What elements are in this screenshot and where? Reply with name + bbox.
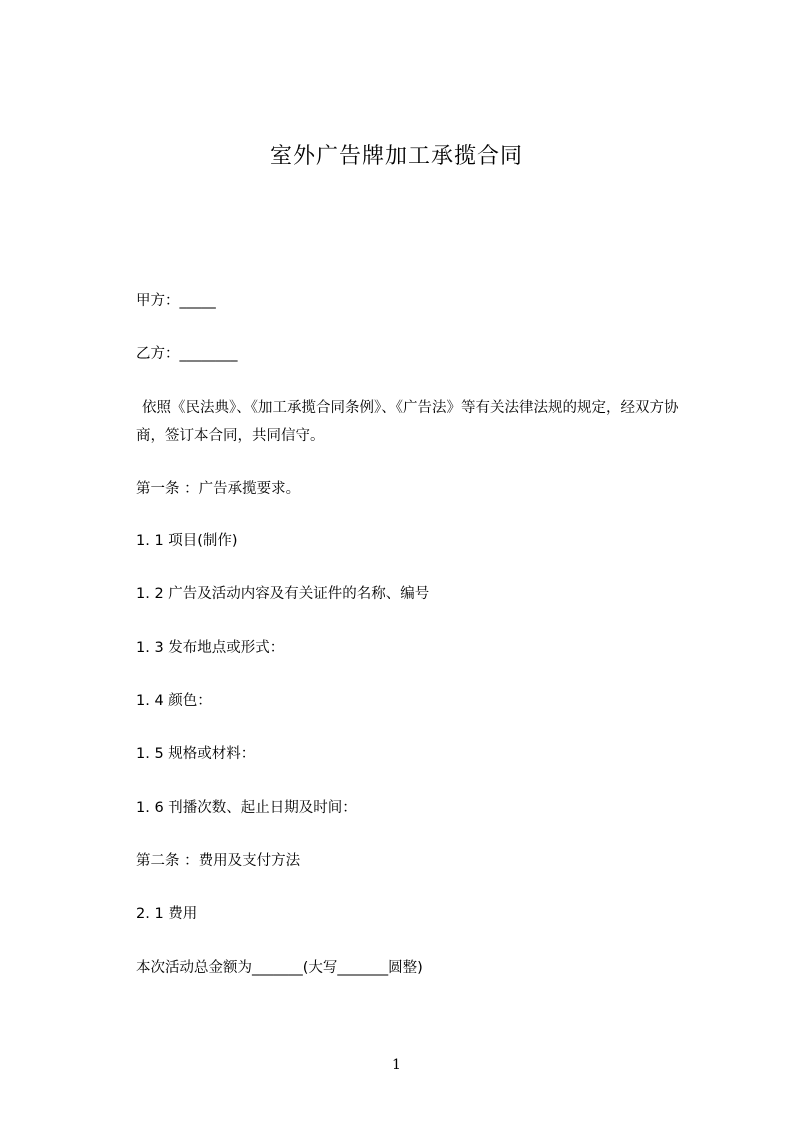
clause-1-2: 1. 2 广告及活动内容及有关证件的名称、编号: [136, 586, 430, 602]
page-number: 1: [392, 1057, 401, 1073]
clause-1-1: 1. 1 项目(制作): [136, 533, 238, 549]
document-title: 室外广告牌加工承揽合同: [269, 144, 523, 169]
clause-1-6: 1. 6 刊播次数、起止日期及时间：: [136, 800, 357, 816]
article-2-heading: 第二条 ：费用及支付方法: [136, 853, 301, 869]
clause-1-5: 1. 5 规格或材料：: [136, 746, 256, 762]
intro-paragraph: 依照《民法典》、《加工承揽合同条例》、《广告法》等有关法律法规的规定，经双方协商，签订本合同，共同信守。: [136, 400, 679, 444]
party-a-line: 甲方：_____: [136, 293, 216, 309]
clause-1-4: 1. 4 颜色：: [136, 693, 212, 709]
total-amount-line: 本次活动总金额为_______(大写_______圆整): [136, 960, 423, 976]
clause-1-3: 1. 3 发布地点或形式：: [136, 640, 285, 656]
party-b-line: 乙方：________: [136, 346, 238, 362]
article-1-heading: 第一条 ：广告承揽要求。: [136, 481, 301, 497]
clause-2-1: 2. 1 费用: [136, 906, 198, 922]
